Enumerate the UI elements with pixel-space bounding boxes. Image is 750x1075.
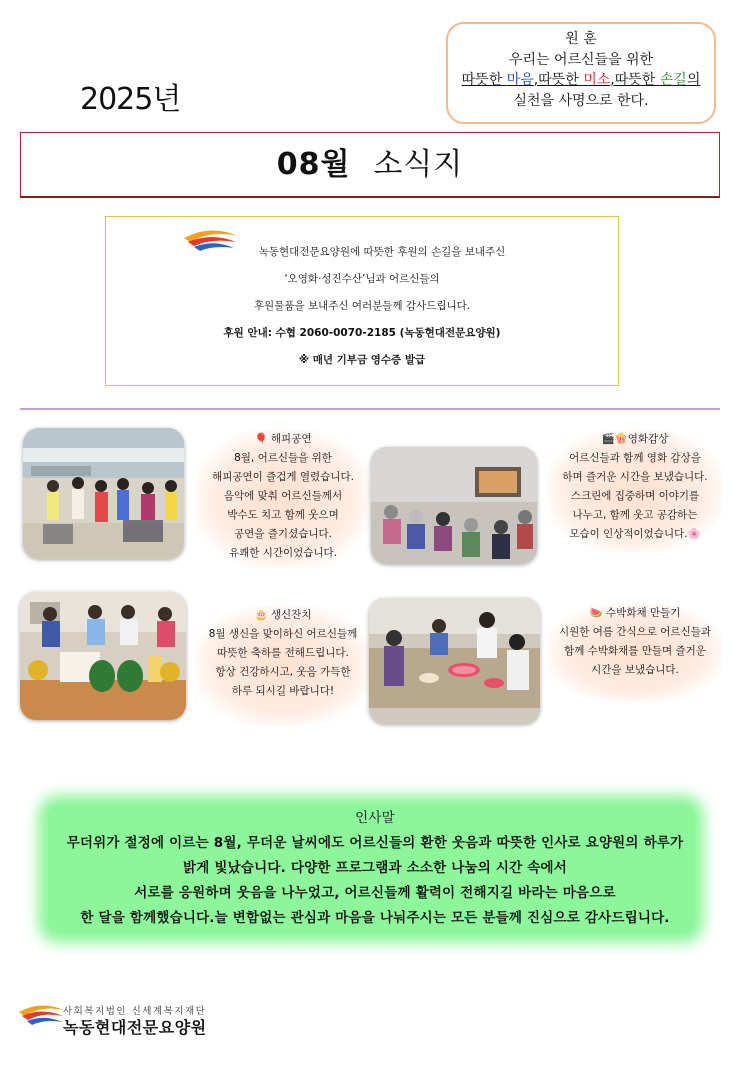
motto-word-smile: 미소 xyxy=(583,72,611,88)
photo-happy-performance xyxy=(23,428,184,559)
motto-title: 원 훈 xyxy=(565,31,597,47)
motto-word-hand: 손길 xyxy=(659,72,687,88)
activity-line: 8월, 어르신들을 위한 xyxy=(234,452,332,464)
donation-line: ※ 매년 기부금 영수증 발급 xyxy=(298,354,426,366)
title-word: 소식지 xyxy=(373,147,464,182)
greeting-line: 밝게 빛났습니다. 다양한 프로그램과 소소한 나눔의 시간 속에서 xyxy=(183,860,567,876)
motto-box xyxy=(446,22,716,124)
activity-heading: 🎂 생신잔치 xyxy=(254,609,312,621)
footer-foundation: 사회복지법인 신세계복지재단 xyxy=(63,1006,207,1017)
title-month: 08월 xyxy=(276,147,351,182)
activity-line: 하루 되시길 바랍니다! xyxy=(231,685,335,697)
activity-line: 음악에 맞춰 어르신들께서 xyxy=(223,490,343,502)
photo-watermelon-punch xyxy=(369,598,540,724)
motto-text: 따뜻한 xyxy=(461,72,507,88)
activity-card-birthday xyxy=(196,606,370,726)
motto-line-1: 우리는 어르신들을 위한 xyxy=(508,51,654,68)
swoosh-logo-icon xyxy=(182,226,242,256)
footer-facility-name: 녹동현대전문요양원 xyxy=(63,1018,207,1037)
greeting-section xyxy=(20,806,730,931)
activity-line: 어르신들과 함께 영화 감상을 xyxy=(569,452,701,464)
motto-line-2 xyxy=(448,70,714,91)
activity-line: 모습이 인상적이었습니다.🌸 xyxy=(569,528,701,540)
activity-card-movie xyxy=(548,430,722,552)
footer-swoosh-logo-icon xyxy=(18,1000,66,1032)
activity-line: 8월 생신을 맞이하신 어르신들께 xyxy=(208,628,358,640)
greeting-line: 서로를 응원하며 웃음을 나누었고, 어르신들께 활력이 전해지길 바라는 마음으로 xyxy=(134,885,616,901)
motto-text: ,따뜻한 xyxy=(533,72,584,88)
activity-line: 스크린에 집중하며 이야기를 xyxy=(570,490,700,502)
greeting-title: 인사말 xyxy=(355,810,395,826)
activity-line: 해피공연이 즐겁게 열렸습니다. xyxy=(212,471,354,483)
activity-line: 따뜻한 축하를 전해드립니다. xyxy=(217,647,349,659)
activity-line: 하며 즐거운 시간을 보냈습니다. xyxy=(562,471,708,483)
year-label: 2025년 xyxy=(80,82,181,117)
activity-heading: 🍉 수박화채 만들기 xyxy=(589,607,681,619)
activity-card-performance xyxy=(196,430,370,568)
greeting-line: 무더위가 절정에 이르는 8월, 무더운 날씨에도 어르신들의 환한 웃음과 따뜻한 인사로 요양원의 하루가 xyxy=(66,835,684,851)
activity-line: 시간을 보냈습니다. xyxy=(591,664,679,676)
activity-line: 함께 수박화채를 만들며 즐거운 xyxy=(564,645,706,657)
motto-text: ,따뜻한 xyxy=(610,72,660,88)
donation-line: 후원 안내: 수협 2060-0070-2185 (녹동현대전문요양원) xyxy=(223,327,501,339)
motto-word-heart: 마음 xyxy=(506,72,534,88)
donation-line: 녹동현대전문요양원에 따뜻한 후원의 손길을 보내주신 xyxy=(258,246,506,258)
activity-line: 시원한 여름 간식으로 어르신들과 xyxy=(558,626,711,638)
activity-heading: 🎈 해피공연 xyxy=(254,433,312,445)
donation-line: ‘오영화·성진수산’님과 어르신들의 xyxy=(284,273,440,285)
activity-line: 유쾌한 시간이었습니다. xyxy=(228,547,338,559)
section-divider xyxy=(20,408,720,410)
activity-line: 항상 건강하시고, 웃음 가득한 xyxy=(215,666,351,678)
activity-line: 나누고, 함께 웃고 공감하는 xyxy=(572,509,698,521)
activity-card-watermelon xyxy=(548,604,722,702)
motto-text: 의 xyxy=(686,72,701,88)
activity-heading: 🎬🍿영화감상 xyxy=(601,433,669,445)
motto-line-3: 실천을 사명으로 한다. xyxy=(513,92,649,109)
photo-birthday-party xyxy=(20,592,186,720)
photo-movie-watching xyxy=(371,447,537,564)
newsletter-title xyxy=(20,132,720,198)
activity-line: 박수도 치고 함께 웃으며 xyxy=(227,509,339,521)
greeting-line: 한 달을 함께했습니다.늘 변함없는 관심과 마음을 나눠주시는 모든 분들께 진심으로 감사드립니다. xyxy=(80,910,670,926)
activity-line: 공연을 즐기셨습니다. xyxy=(234,528,332,540)
donation-line: 후원물품을 보내주신 여러분들께 감사드립니다. xyxy=(253,300,471,312)
